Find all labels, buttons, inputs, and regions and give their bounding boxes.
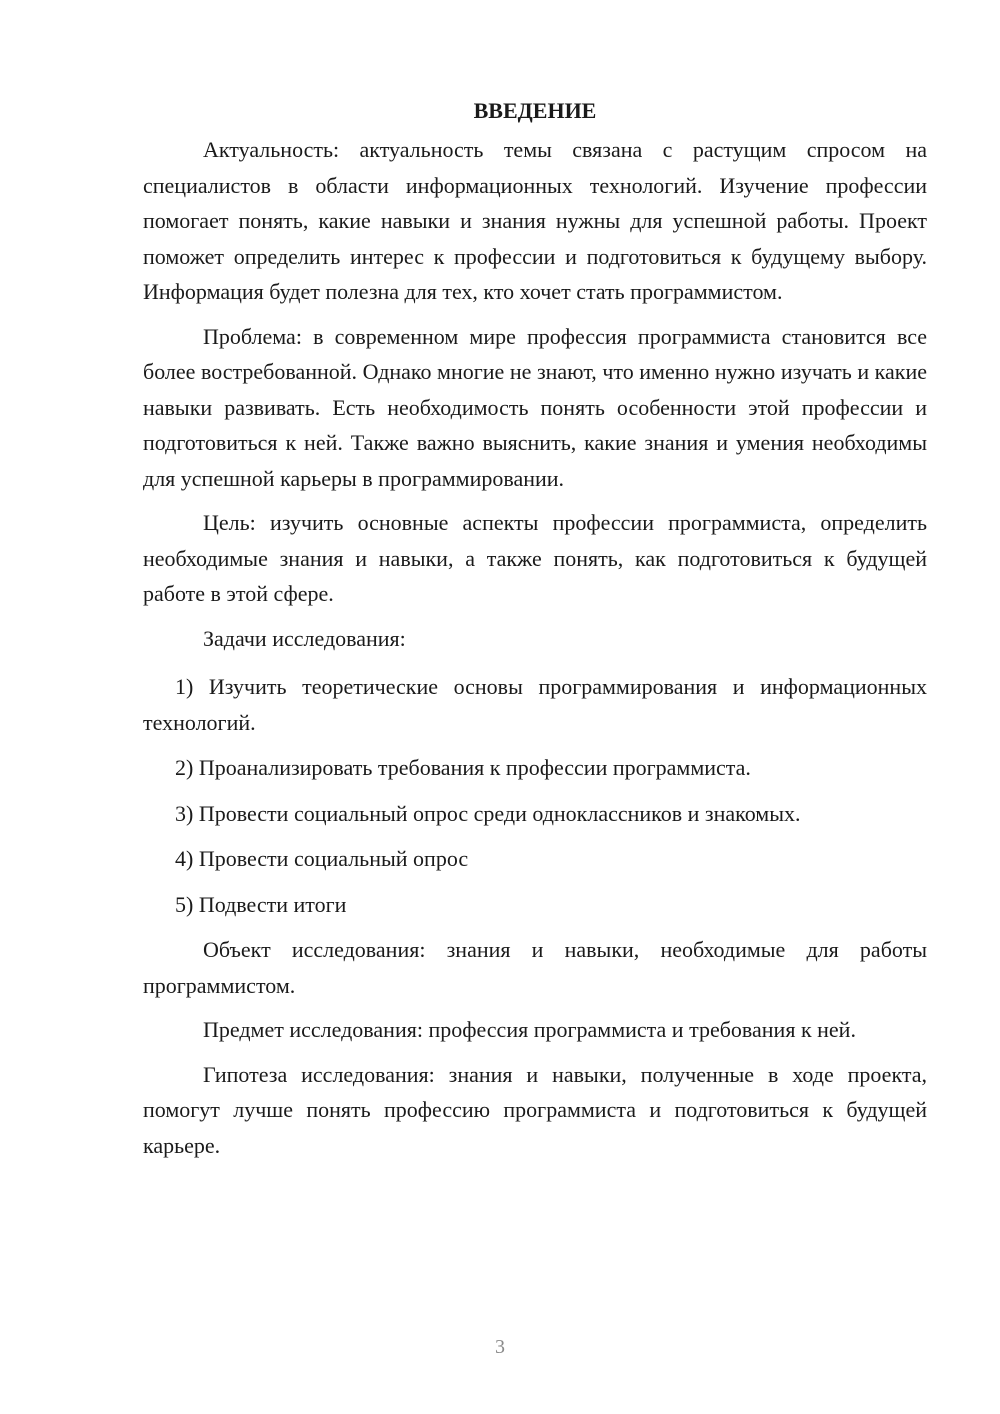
object-paragraph: Объект исследования: знания и навыки, необходимые для работы программистом. — [143, 937, 927, 998]
tasks-heading: Задачи исследования: — [203, 625, 406, 651]
task-item: 2) Проанализировать требования к профессии программиста. — [175, 755, 751, 780]
task-item: 1) Изучить теоретические основы программирования и информационных технологий. — [143, 674, 927, 735]
task-item: 5) Подвести итоги — [175, 891, 347, 917]
relevance-paragraph: Актуальность: актуальность темы связана с растущим спросом на специалистов в области информационных технологий. Изучение профессии помогает понять, какие навыки и знания нужны для успешной работы. Проект поможет определить интерес к профессии и подготовиться к будущему выбору. Информация будет полезна для тех, кто хочет стать программистом. — [143, 137, 927, 304]
document-body — [143, 96, 927, 1172]
page-title: ВВЕДЕНИЕ — [473, 98, 597, 123]
hypothesis-paragraph: Гипотеза исследования: знания и навыки, полученные в ходе проекта, помогут лучше понять профессию программиста и подготовиться к будущей карьере. — [143, 1061, 927, 1158]
tasks-list — [143, 669, 927, 922]
subject-paragraph: Предмет исследования: профессия программиста и требования к ней. — [203, 1017, 856, 1042]
task-item: 3) Провести социальный опрос среди одноклассников и знакомых. — [175, 800, 801, 826]
task-item: 4) Провести социальный опрос — [175, 846, 469, 871]
problem-paragraph: Проблема: в современном мире профессия программиста становится все более востребованной. Однако многие не знают, что именно нужно изучать и какие навыки развивать. Есть необходимость понять особенности этой профессии и подготовиться к ней. Также важно выяснить, какие знания и умения необходимы для успешной карьеры в программировании. — [143, 323, 927, 491]
page-number: 3 — [495, 1336, 505, 1358]
goal-paragraph: Цель: изучить основные аспекты профессии программиста, определить необходимые знания и навыки, а также понять, как подготовиться к будущей работе в этой сфере. — [143, 510, 927, 606]
